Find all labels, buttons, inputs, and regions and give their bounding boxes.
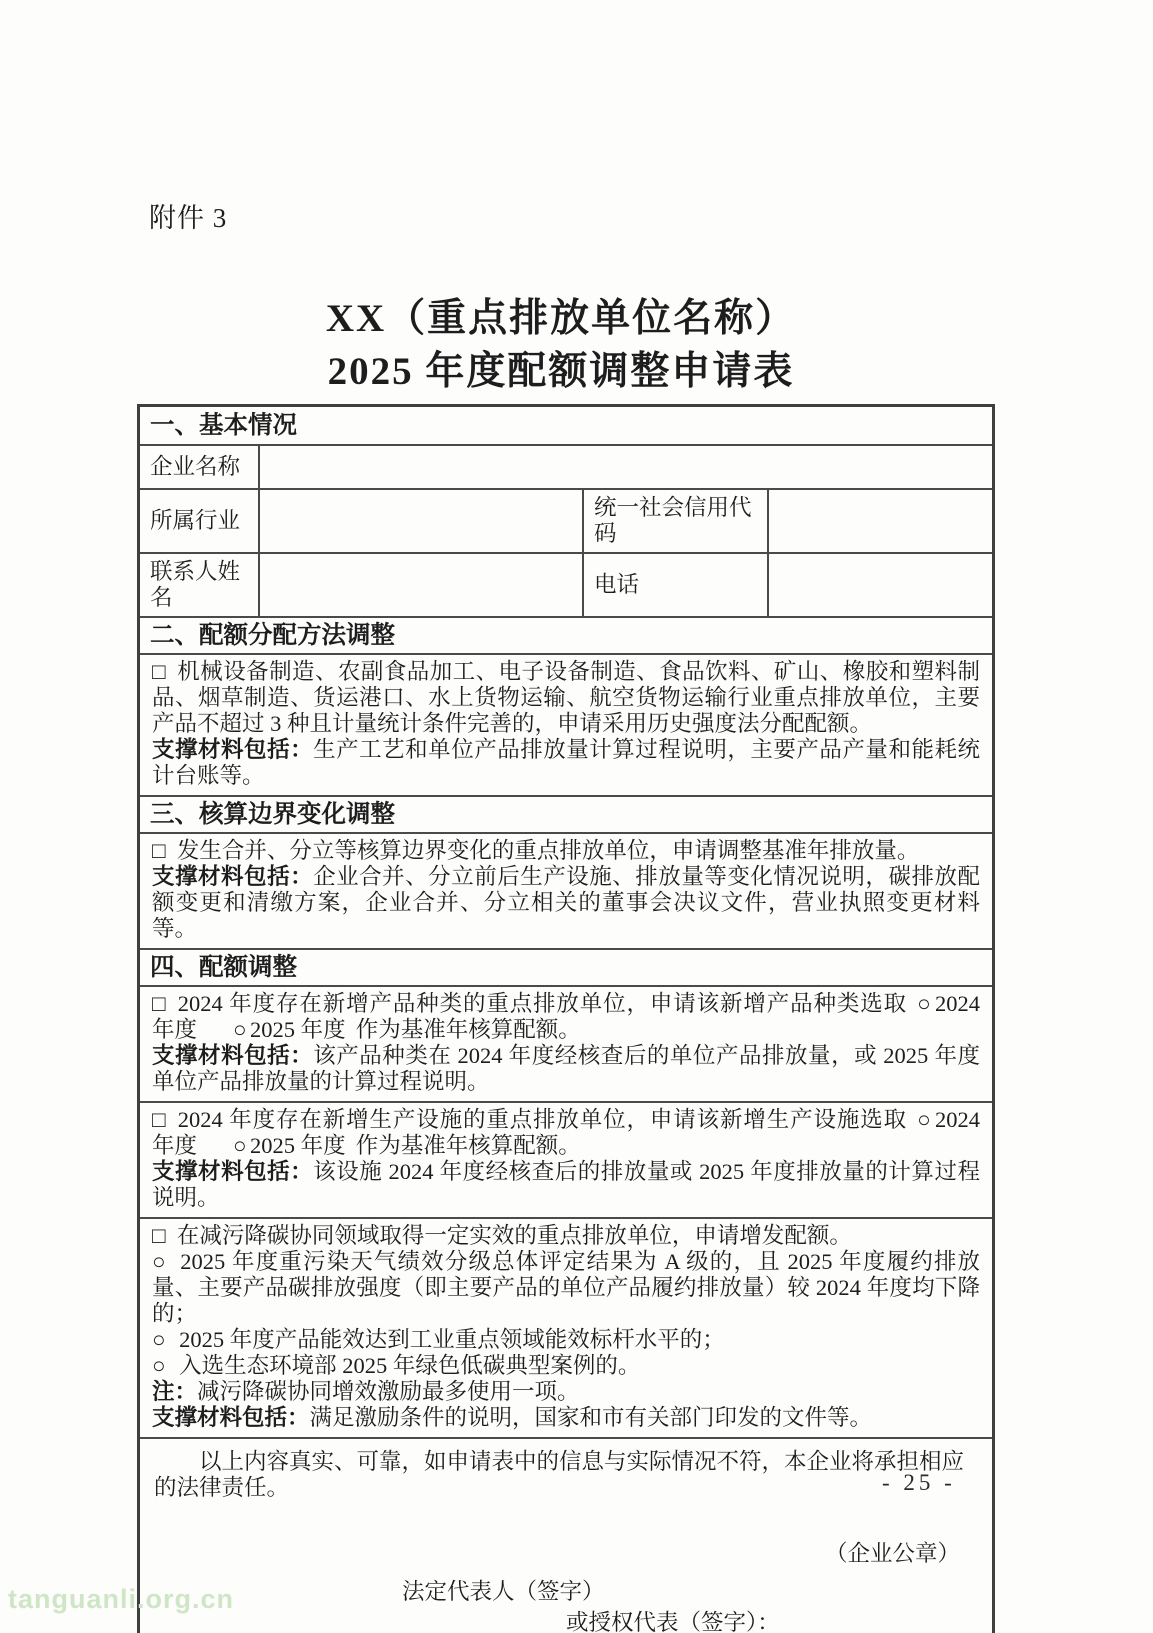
contact-name-label: 联系人姓名 bbox=[150, 559, 241, 610]
boundary-adjustment-option bbox=[152, 838, 980, 864]
new-product-option bbox=[152, 991, 980, 1043]
contact-name-field[interactable] bbox=[258, 554, 582, 616]
radio-icon[interactable]: ○ bbox=[917, 991, 932, 1016]
new-facility-option-2025: 2025 年度 bbox=[249, 1133, 346, 1158]
radio-icon[interactable]: ○ bbox=[233, 1017, 247, 1042]
new-facility-text: 2024 年度存在新增生产设施的重点排放单位，申请该新增生产设施选取 bbox=[177, 1107, 908, 1132]
new-product-option-2024: 2024 年度 bbox=[152, 991, 980, 1042]
incentive-condition-1 bbox=[152, 1249, 980, 1327]
support-materials-text: 该设施 2024 年度经核查后的排放量或 2025 年度排放量的计算过程说明。 bbox=[152, 1159, 980, 1210]
incentive-note bbox=[152, 1379, 980, 1405]
industry-field[interactable] bbox=[258, 490, 582, 552]
company-name-field[interactable] bbox=[258, 446, 992, 488]
support-materials-label: 支撑材料包括： bbox=[152, 864, 314, 889]
support-materials-label: 支撑材料包括： bbox=[152, 737, 314, 762]
new-product-support bbox=[152, 1043, 980, 1095]
radio-icon[interactable]: ○ bbox=[152, 1353, 166, 1378]
legal-rep-signature-label[interactable]: 法定代表人（签字） bbox=[402, 1579, 605, 1604]
support-materials-text: 生产工艺和单位产品排放量计算过程说明，主要产品产量和能耗统计台账等。 bbox=[152, 737, 980, 788]
authorized-rep-signature-label[interactable]: 或授权代表（签字）： bbox=[566, 1610, 780, 1633]
support-materials-text: 该产品种类在 2024 年度经核查后的单位产品排放量，或 2025 年度单位产品排放量的计算过程说明。 bbox=[152, 1043, 980, 1094]
quota-new-facility-block bbox=[140, 1101, 992, 1217]
form-title-line1: XX（重点排放单位名称） bbox=[325, 297, 797, 340]
phone-field[interactable] bbox=[767, 554, 992, 616]
page-number: - 25 - bbox=[882, 1470, 956, 1495]
support-materials-text: 企业合并、分立前后生产设施、排放量等变化情况说明，碳排放配额变更和清缴方案，企业合并、分立相关的董事会决议文件，营业执照变更材料等。 bbox=[152, 864, 980, 941]
section-basic-info-header: 一、基本情况 bbox=[150, 411, 297, 439]
radio-icon[interactable]: ○ bbox=[233, 1133, 247, 1158]
quota-new-product-block bbox=[140, 985, 992, 1101]
radio-icon[interactable]: ○ bbox=[917, 1107, 932, 1132]
note-text: 减污降碳协同增效激励最多使用一项。 bbox=[197, 1379, 580, 1404]
section-method-adjustment-header: 二、配额分配方法调整 bbox=[140, 616, 992, 653]
support-materials-text: 满足激励条件的说明，国家和市有关部门印发的文件等。 bbox=[309, 1405, 873, 1430]
note-label: 注： bbox=[152, 1379, 198, 1404]
declaration-text: 以上内容真实、可靠，如申请表中的信息与实际情况不符，本企业将承担相应的法律责任。 bbox=[154, 1449, 965, 1500]
boundary-adjustment-body bbox=[140, 832, 992, 948]
section-quota-adjustment-header: 四、配额调整 bbox=[140, 948, 992, 985]
quota-incentive-block bbox=[140, 1217, 992, 1437]
new-product-option-2025: 2025 年度 bbox=[249, 1017, 346, 1042]
checkbox-icon[interactable]: □ bbox=[152, 838, 166, 863]
method-adjustment-body bbox=[140, 653, 992, 795]
new-facility-support bbox=[152, 1159, 980, 1211]
radio-icon[interactable]: ○ bbox=[152, 1249, 167, 1274]
boundary-adjustment-text: 发生合并、分立等核算边界变化的重点排放单位，申请调整基准年排放量。 bbox=[176, 838, 920, 863]
support-materials-label: 支撑材料包括： bbox=[152, 1405, 310, 1430]
checkbox-icon[interactable]: □ bbox=[152, 1107, 167, 1132]
new-product-text: 2024 年度存在新增产品种类的重点排放单位，申请该新增产品种类选取 bbox=[177, 991, 908, 1016]
incentive-condition-2-text: 2025 年度产品能效达到工业重点领域能效标杆水平的； bbox=[179, 1327, 725, 1352]
checkbox-icon[interactable]: □ bbox=[152, 1223, 166, 1248]
section-boundary-adjustment-header: 三、核算边界变化调整 bbox=[140, 795, 992, 832]
boundary-adjustment-support bbox=[152, 864, 980, 942]
radio-icon[interactable]: ○ bbox=[152, 1327, 166, 1352]
company-name-row bbox=[140, 444, 992, 488]
method-adjustment-support bbox=[152, 737, 980, 789]
application-form-table bbox=[137, 404, 995, 1633]
checkbox-icon[interactable]: □ bbox=[152, 991, 167, 1016]
attachment-label: 附件 3 bbox=[149, 203, 228, 233]
credit-code-label: 统一社会信用代码 bbox=[582, 490, 767, 552]
incentive-condition-2 bbox=[152, 1327, 980, 1353]
contact-row bbox=[140, 552, 992, 616]
company-seal-label: （企业公章） bbox=[824, 1541, 960, 1566]
watermark-text: tanguanli.org.cn bbox=[8, 1584, 235, 1614]
incentive-support bbox=[152, 1405, 980, 1431]
phone-label: 电话 bbox=[582, 554, 767, 616]
method-adjustment-option bbox=[152, 659, 980, 737]
incentive-text: 在减污降碳协同领域取得一定实效的重点排放单位，申请增发配额。 bbox=[176, 1223, 852, 1248]
incentive-condition-3-text: 入选生态环境部 2025 年绿色低碳典型案例的。 bbox=[179, 1353, 641, 1378]
support-materials-label: 支撑材料包括： bbox=[152, 1159, 314, 1184]
incentive-condition-3 bbox=[152, 1353, 980, 1379]
incentive-option bbox=[152, 1223, 980, 1249]
new-product-tail: 作为基准年核算配额。 bbox=[355, 1017, 581, 1042]
declaration-block bbox=[140, 1437, 992, 1633]
credit-code-field[interactable] bbox=[767, 490, 992, 552]
method-adjustment-text: 机械设备制造、农副食品加工、电子设备制造、食品饮料、矿山、橡胶和塑料制品、烟草制造、货运港口、水上货物运输、航空货物运输行业重点排放单位，主要产品不超过 3 种且计量统计条件完善的，申请采用历史强度法分配配额。 bbox=[152, 659, 980, 736]
incentive-condition-1-text: 2025 年度重污染天气绩效分级总体评定结果为 A 级的，且 2025 年度履约排放量、主要产品碳排放强度（即主要产品的单位产品履约排放量）较 2024 年度均下降的； bbox=[152, 1249, 981, 1326]
form-title bbox=[0, 292, 1122, 398]
company-name-label: 企业名称 bbox=[150, 454, 241, 479]
support-materials-label: 支撑材料包括： bbox=[152, 1043, 314, 1068]
new-facility-option bbox=[152, 1107, 980, 1159]
industry-row bbox=[140, 488, 992, 552]
industry-label: 所属行业 bbox=[150, 508, 241, 533]
new-facility-tail: 作为基准年核算配额。 bbox=[355, 1133, 581, 1158]
form-title-line2: 2025 年度配额调整申请表 bbox=[327, 350, 795, 393]
checkbox-icon[interactable]: □ bbox=[152, 659, 167, 684]
new-facility-option-2024: 2024 年度 bbox=[152, 1107, 980, 1158]
